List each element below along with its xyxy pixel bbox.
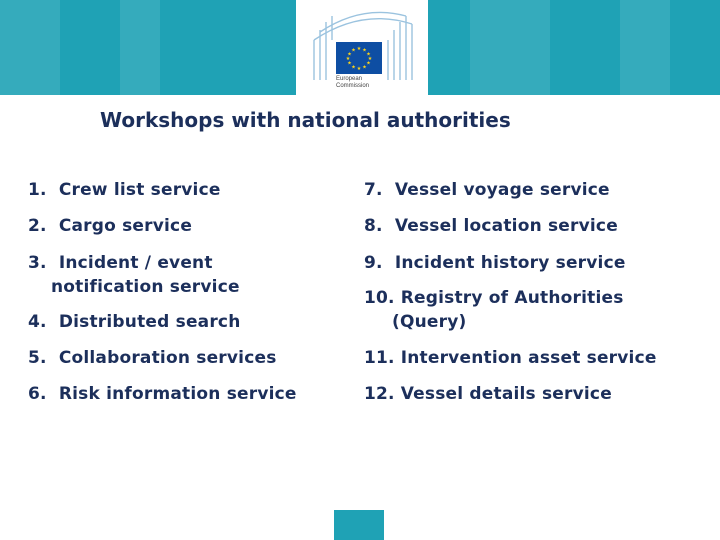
item-number: 1. (28, 180, 47, 200)
list-item (28, 383, 297, 406)
logo-text-line1: European (336, 76, 363, 82)
list-item (28, 311, 241, 334)
svg-text:★: ★ (356, 66, 362, 72)
list-item (364, 179, 610, 202)
list-item (364, 287, 624, 334)
item-text: Vessel voyage service (394, 180, 610, 200)
item-text: Collaboration services (58, 348, 277, 368)
banner-stripe (620, 0, 670, 95)
item-text-continued: notification service (51, 277, 240, 297)
item-text: Incident history service (394, 253, 626, 273)
logo-text (336, 76, 369, 90)
item-number: 10. (364, 288, 395, 308)
svg-text:★: ★ (351, 64, 356, 71)
item-number: 4. (28, 312, 47, 332)
item-number: 7. (364, 180, 383, 200)
logo-text-line2: Commission (336, 83, 370, 89)
banner-stripe (120, 0, 160, 95)
item-text-continued: (Query) (392, 312, 467, 332)
item-number: 12. (364, 384, 395, 404)
svg-text:★: ★ (351, 47, 356, 54)
list-item (364, 383, 612, 406)
svg-text:★: ★ (366, 60, 371, 67)
item-number: 5. (28, 348, 47, 368)
item-number: 11. (364, 348, 395, 368)
svg-text:★: ★ (362, 64, 367, 71)
list-item (364, 347, 657, 370)
list-item (364, 252, 626, 275)
item-text: Cargo service (58, 216, 193, 236)
item-text: Intervention asset service (400, 348, 657, 368)
item-number: 6. (28, 384, 47, 404)
european-commission-logo (296, 0, 428, 95)
item-number: 2. (28, 216, 47, 236)
svg-text:★: ★ (356, 46, 362, 52)
banner-stripe (470, 0, 550, 95)
eu-stars-icon (336, 42, 382, 74)
page-title: Workshops with national authorities (100, 108, 511, 132)
banner-stripe (0, 0, 60, 95)
footer-accent-block (334, 510, 384, 540)
item-text: Distributed search (58, 312, 241, 332)
svg-text:★: ★ (362, 47, 367, 54)
svg-text:★: ★ (367, 56, 373, 62)
item-number: 9. (364, 253, 383, 273)
item-text: Risk information service (58, 384, 297, 404)
svg-text:★: ★ (347, 51, 352, 58)
item-text: Vessel details service (400, 384, 612, 404)
svg-text:★: ★ (345, 56, 351, 62)
item-number: 3. (28, 253, 47, 273)
list-item (28, 215, 192, 238)
list-item (28, 347, 277, 370)
item-text: Vessel location service (394, 216, 618, 236)
item-text: Crew list service (58, 180, 221, 200)
list-item (28, 252, 240, 299)
svg-text:★: ★ (366, 51, 371, 58)
item-number: 8. (364, 216, 383, 236)
list-item (28, 179, 221, 202)
eu-flag-icon (336, 42, 382, 74)
item-text: Registry of Authorities (400, 288, 624, 308)
item-text: Incident / event (58, 253, 213, 273)
svg-text:★: ★ (347, 60, 352, 67)
list-item (364, 215, 618, 238)
